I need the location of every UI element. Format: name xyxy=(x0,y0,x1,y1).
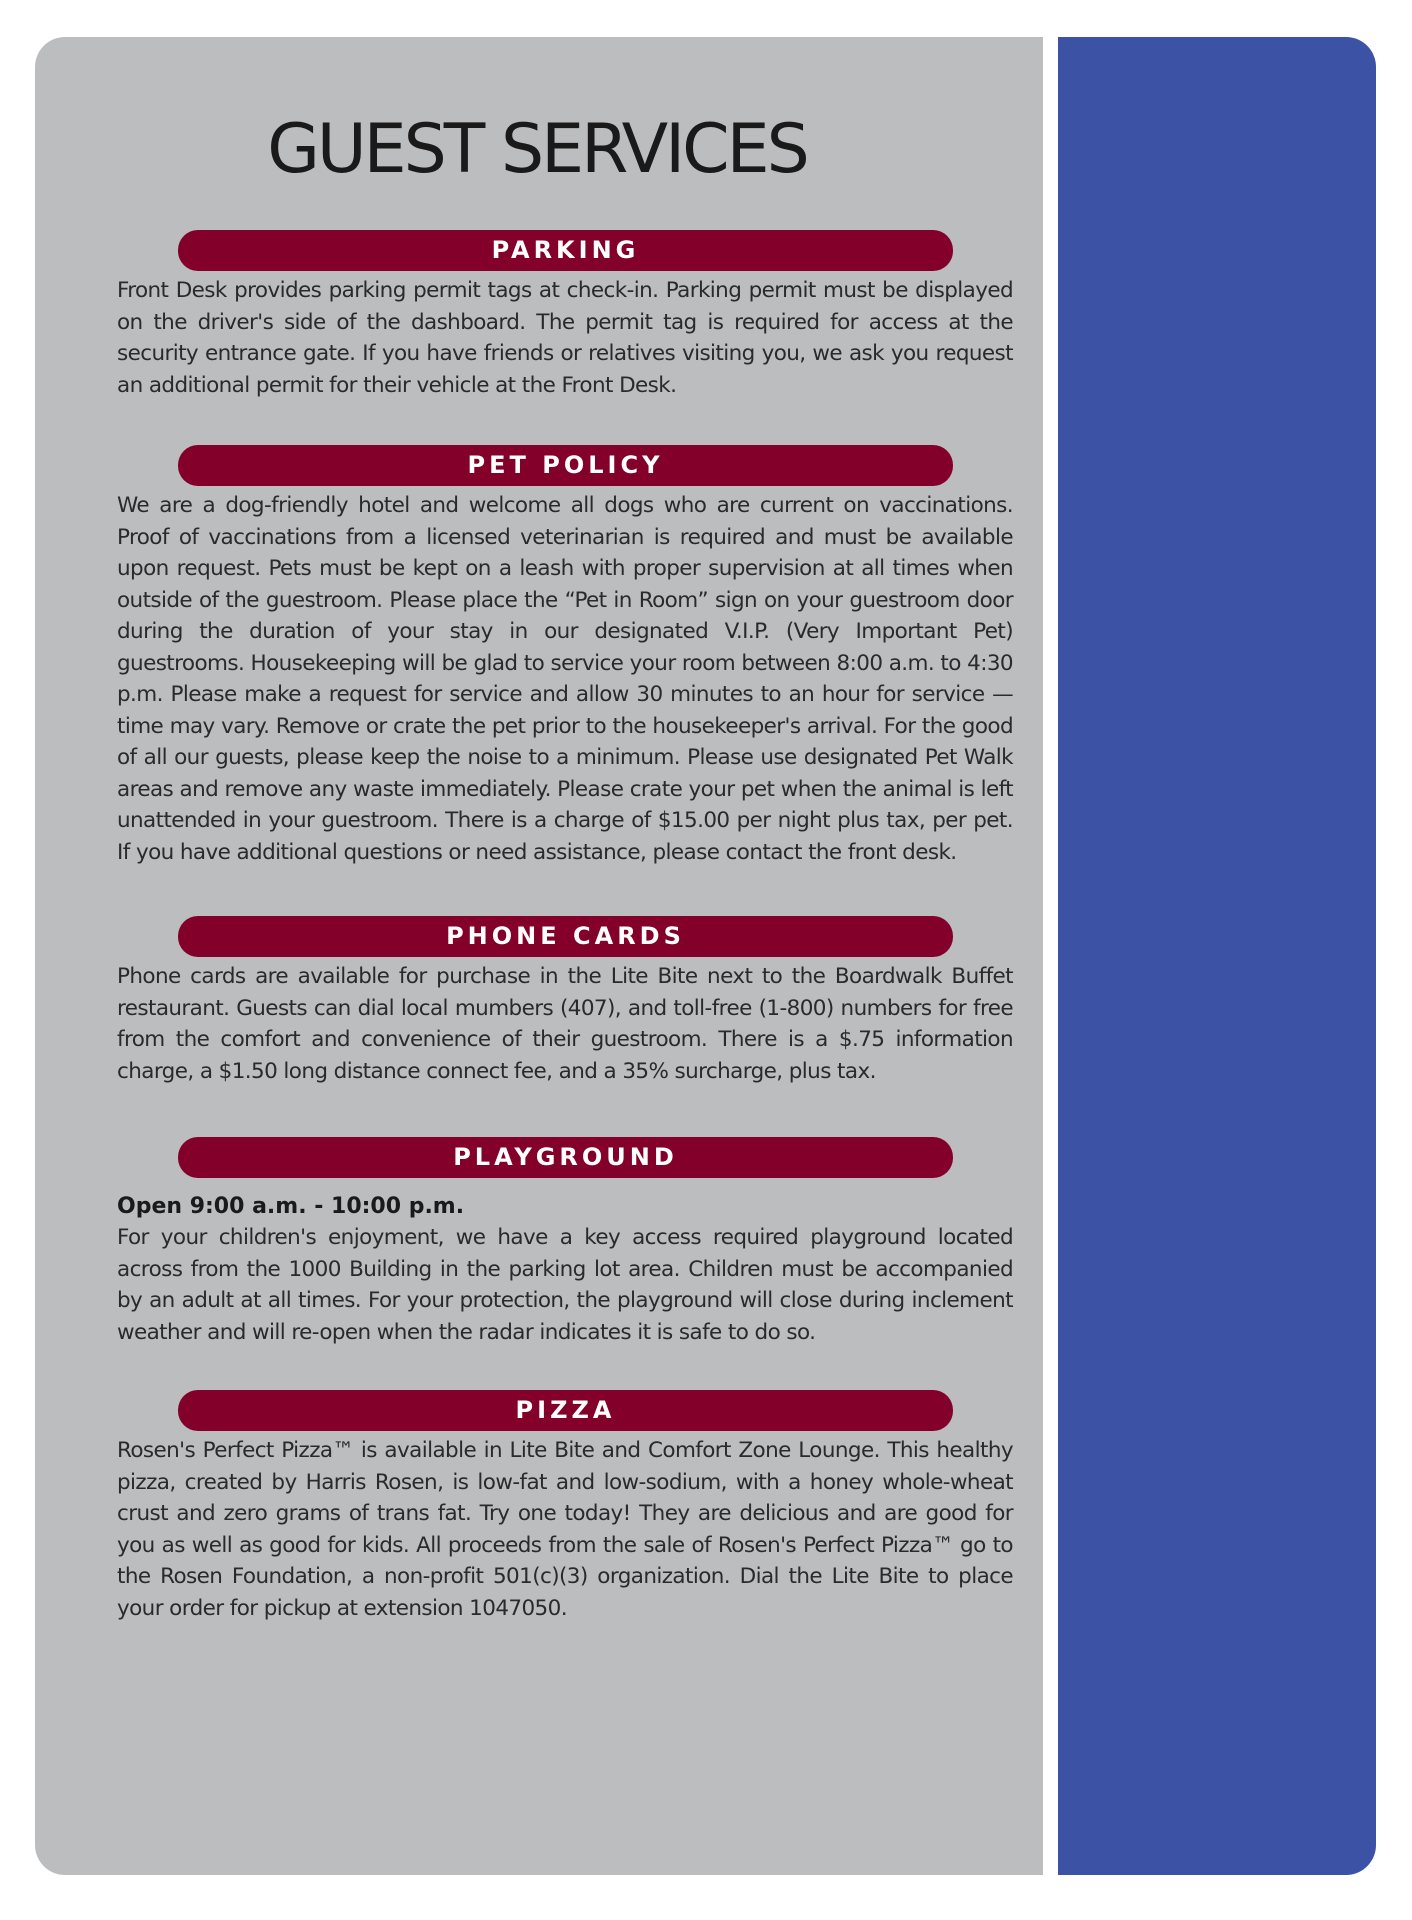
section-body-pet-policy: We are a dog-friendly hotel and welcome all dogs who are current on vaccinations. Proof of vaccinations from a licensed veterinarian is required and must be available upon request. Pets must be kept on a leash with proper supervision at all times when outside of the guestroom. Please place the “Pet in Room” sign on your guestroom door during the duration of your stay in our designated V.I.P. (Very Important Pet) guestrooms. Housekeeping will be glad to service your room between 8:00 a.m. to 4:30 p.m. Please make a request for service and allow 30 minutes to an hour for service — time may vary. Remove or crate the pet prior to the housekeeper's arrival. For the good of all our guests, please keep the noise to a minimum. Please use designated Pet Walk areas and remove any waste immediately. Please crate your pet when the animal is left unattended in your guestroom. There is a charge of $15.00 per night plus tax, per pet. If you have additional questions or need assistance, please contact the front desk. xyxy=(117,493,1013,865)
section-heading-phone-cards: PHONE CARDS xyxy=(178,916,953,957)
section-parking xyxy=(117,230,1013,401)
side-panel xyxy=(1058,37,1376,1875)
section-body-playground: For your children's enjoyment, we have a key access required playground located across from the 1000 Building in the parking lot area. Children must be accompanied by an adult at all times. For your protection, the playground will close during inclement weather and will re-open when the radar indicates it is safe to do so. xyxy=(117,1225,1013,1345)
section-body-pizza: Rosen's Perfect Pizza™ is available in Lite Bite and Comfort Zone Lounge. This healthy pizza, created by Harris Rosen, is low-fat and low-sodium, with a honey whole-wheat crust and zero grams of trans fat. Try one today! They are delicious and are good for you as well as good for kids. All proceeds from the sale of Rosen's Perfect Pizza™ go to the Rosen Foundation, a non-profit 501(c)(3) organization. Dial the Lite Bite to place your order for pickup at extension 1047050. xyxy=(117,1438,1013,1621)
section-playground xyxy=(117,1137,1013,1348)
section-heading-pizza: PIZZA xyxy=(178,1390,953,1431)
section-pet-policy xyxy=(117,445,1013,868)
section-heading-pet-policy: PET POLICY xyxy=(178,445,953,486)
page-title: GUEST SERVICES xyxy=(267,110,807,189)
section-heading-parking: PARKING xyxy=(178,230,953,271)
section-heading-playground: PLAYGROUND xyxy=(178,1137,953,1178)
playground-hours: Open 9:00 a.m. - 10:00 p.m. xyxy=(117,1194,465,1219)
section-phone-cards xyxy=(117,916,1013,1087)
section-body-parking: Front Desk provides parking permit tags at check-in. Parking permit must be displayed on the driver's side of the dashboard. The permit tag is required for access at the security entrance gate. If you have friends or relatives visiting you, we ask you request an additional permit for their vehicle at the Front Desk. xyxy=(117,278,1013,398)
section-pizza xyxy=(117,1390,1013,1624)
section-body-phone-cards: Phone cards are available for purchase in the Lite Bite next to the Boardwalk Buffet restaurant. Guests can dial local mumbers (407), and toll-free (1-800) numbers for free from the comfort and convenience of their guestroom. There is a $.75 information charge, a $1.50 long distance connect fee, and a 35% surcharge, plus tax. xyxy=(117,964,1013,1084)
